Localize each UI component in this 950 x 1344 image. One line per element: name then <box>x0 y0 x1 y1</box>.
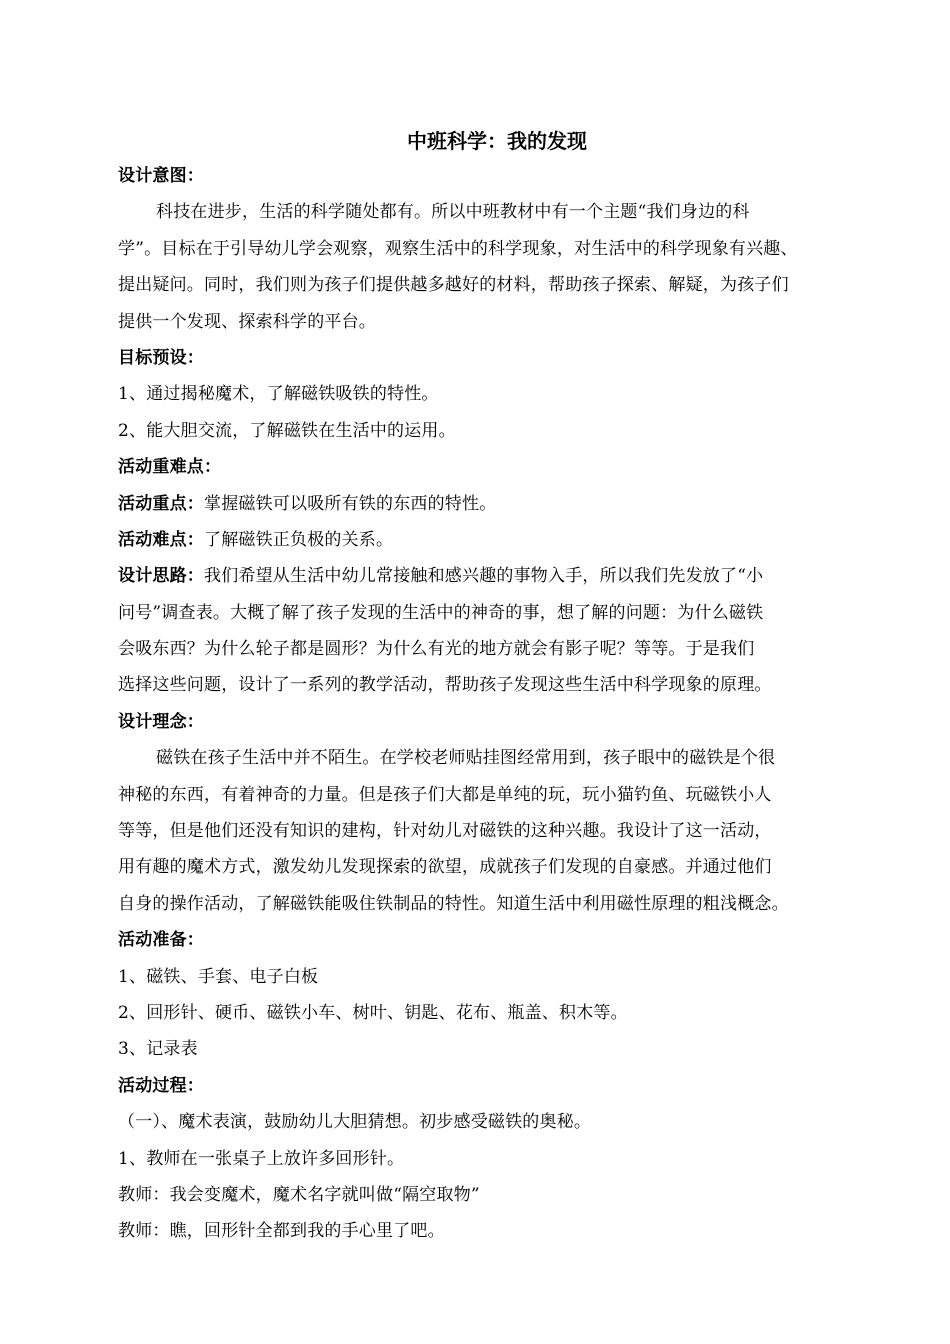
section-heading-key-points: 活动重难点： <box>118 457 222 478</box>
list-item: 1、磁铁、手套、电子白板 <box>118 966 319 987</box>
focus-line <box>118 486 850 522</box>
paragraph-line: 用有趣的魔术方式，激发幼儿发现探索的欲望，成就孩子们发现的自豪感。并通过他们 <box>118 857 772 878</box>
paragraph-line: 问号”调查表。大概了解了孩子发现的生活中的神奇的事，想了解的问题：为什么磁铁 <box>118 602 764 623</box>
paragraph-line: 科技在进步，生活的科学随处都有。所以中班教材中有一个主题“我们身边的科 <box>156 202 750 223</box>
list-item: 3、记录表 <box>118 1039 198 1060</box>
difficulty-label: 活动难点： <box>118 529 204 550</box>
process-step: 1、教师在一张桌子上放许多回形针。 <box>118 1148 405 1169</box>
difficulty-line <box>118 522 850 558</box>
section-heading-design-intent: 设计意图： <box>118 166 204 186</box>
process-step: 教师：我会变魔术，魔术名字就叫做“隔空取物” <box>118 1184 480 1205</box>
section-heading-goals: 目标预设： <box>118 347 204 368</box>
focus-label: 活动重点： <box>118 493 204 514</box>
focus-text: 掌握磁铁可以吸所有铁的东西的特性。 <box>204 493 497 514</box>
list-item: 2、回形针、硬币、磁铁小车、树叶、钥匙、花布、瓶盖、积木等。 <box>118 1002 628 1023</box>
list-item: 1、通过揭秘魔术，了解磁铁吸铁的特性。 <box>118 384 439 405</box>
document-title: 中班科学：我的发现 <box>407 129 587 153</box>
design-idea-text: 我们希望从生活中幼儿常接触和感兴趣的事物入手，所以我们先发放了“小 <box>204 566 764 587</box>
section-heading-process: 活动过程： <box>118 1075 204 1096</box>
paragraph-line: 提出疑问。同时，我们则为孩子们提供越多越好的材料，帮助孩子探索、解疑，为孩子们 <box>118 275 789 296</box>
list-item: 2、能大胆交流，了解磁铁在生活中的运用。 <box>118 420 456 441</box>
paragraph-line: 选择这些问题，设计了一系列的教学活动，帮助孩子发现这些生活中科学现象的原理。 <box>118 675 772 696</box>
paragraph-line: 提供一个发现、探索科学的平台。 <box>118 311 376 332</box>
design-idea-label: 设计思路： <box>118 566 204 587</box>
paragraph-line: 神秘的东西，有着神奇的力量。但是孩子们大都是单纯的玩，玩小猫钓鱼、玩磁铁小人 <box>118 784 772 805</box>
paragraph-line: 等等，但是他们还没有知识的建构，针对幼儿对磁铁的这种兴趣。我设计了这一活动， <box>118 821 772 842</box>
paragraph-line: 磁铁在孩子生活中并不陌生。在学校老师贴挂图经常用到，孩子眼中的磁铁是个很 <box>156 748 776 769</box>
paragraph-line: 学”。目标在于引导幼儿学会观察，观察生活中的科学现象，对生活中的科学现象有兴趣、 <box>118 238 798 259</box>
section-heading-design-concept: 设计理念： <box>118 711 204 732</box>
process-step: 教师：瞧，回形针全都到我的手心里了吧。 <box>118 1221 445 1242</box>
paragraph-line: 自身的操作活动，了解磁铁能吸住铁制品的特性。知道生活中利用磁性原理的粗浅概念。 <box>118 893 789 914</box>
process-step: （一）、魔术表演，鼓励幼儿大胆猜想。初步感受磁铁的奥秘。 <box>118 1112 592 1133</box>
section-heading-preparation: 活动准备： <box>118 930 204 951</box>
difficulty-text: 了解磁铁正负极的关系。 <box>204 529 394 550</box>
paragraph-line: 会吸东西？为什么轮子都是圆形？为什么有光的地方就会有影子呢？等等。于是我们 <box>118 639 755 660</box>
design-idea-first-line <box>118 558 850 594</box>
